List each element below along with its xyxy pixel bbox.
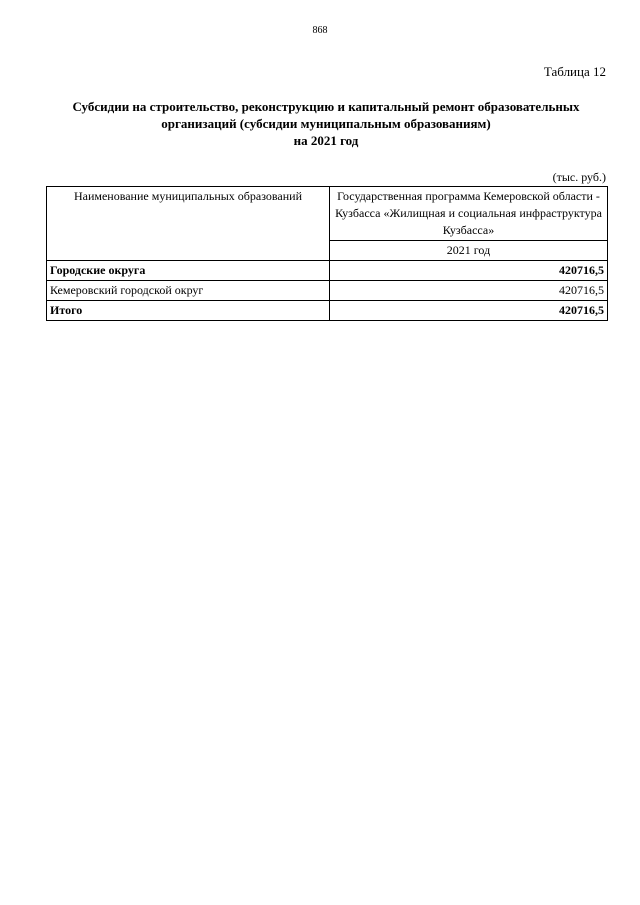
table-row (47, 261, 608, 281)
header-year: 2021 год (330, 241, 608, 261)
row-name: Итого (47, 301, 330, 321)
header-municipality: Наименование муниципальных образований (47, 187, 330, 261)
units-label: (тыс. руб.) (552, 170, 606, 184)
row-value: 420716,5 (330, 281, 608, 301)
document-title (40, 98, 612, 149)
table-label: Таблица 12 (543, 64, 606, 79)
title-line-1: Субсидии на строительство, реконструкцию и капитальный ремонт образовательных (72, 99, 580, 114)
table-row-total (47, 301, 608, 321)
title-line-3: на 2021 год (293, 133, 359, 148)
subsidies-table (46, 186, 608, 321)
row-name: Городские округа (47, 261, 330, 281)
row-name: Кемеровский городской округ (47, 281, 330, 301)
table-row (47, 281, 608, 301)
title-line-2: организаций (субсидии муниципальным образованиям) (161, 116, 491, 131)
row-value: 420716,5 (330, 261, 608, 281)
row-value: 420716,5 (330, 301, 608, 321)
table-header-row (47, 187, 608, 241)
header-program: Государственная программа Кемеровской области - Кузбасса «Жилищная и социальная инфраструктура Кузбасса» (330, 187, 608, 241)
page-number: 868 (312, 25, 328, 36)
